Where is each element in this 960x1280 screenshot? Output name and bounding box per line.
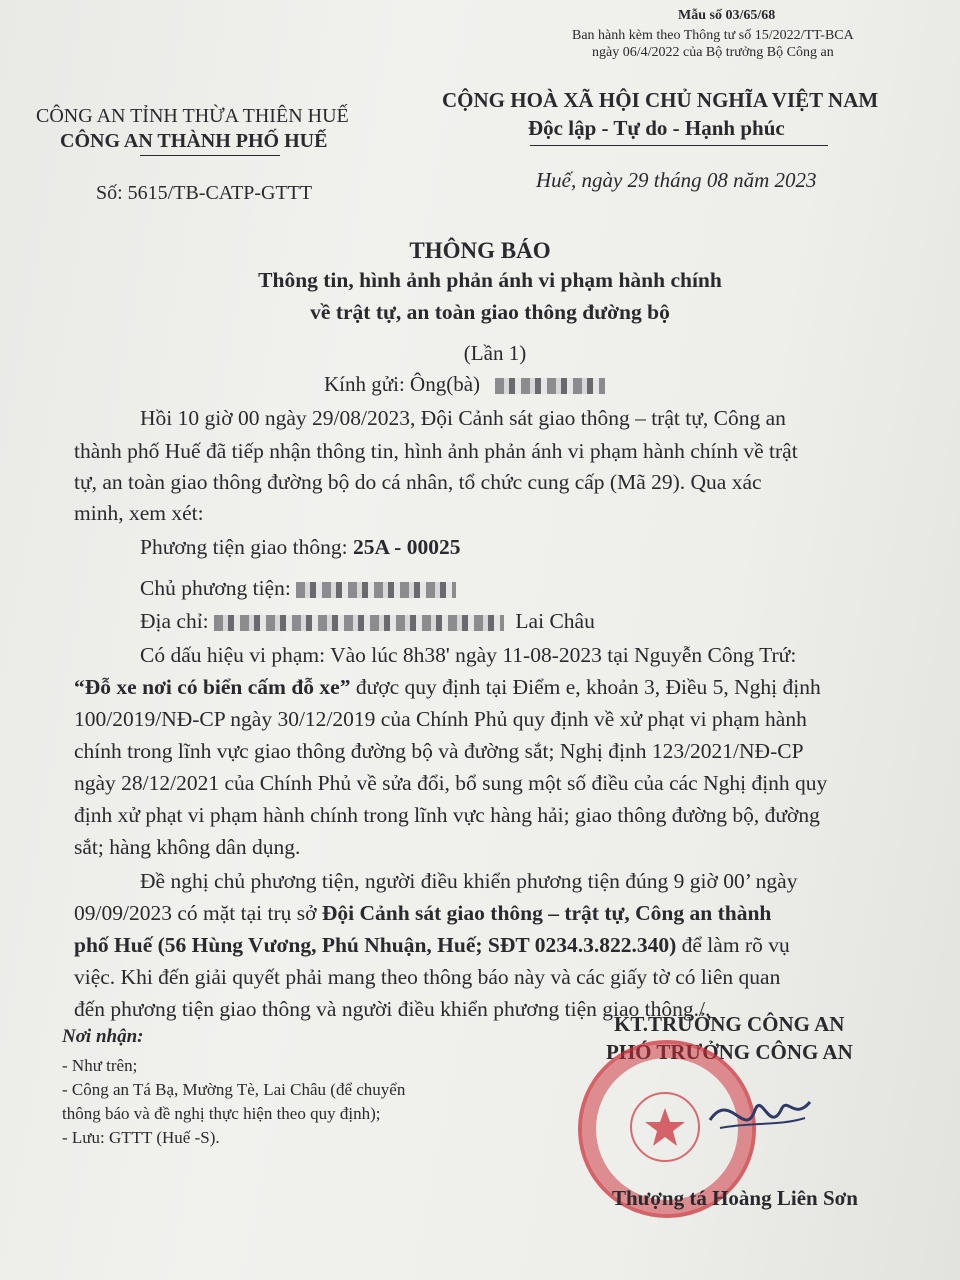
signature-for-line: KT.TRƯỞNG CÔNG AN: [614, 1012, 845, 1036]
recipient-item-3: - Lưu: GTTT (Huế -S).: [62, 1128, 220, 1147]
signer-name: Thượng tá Hoàng Liên Sơn: [612, 1186, 858, 1210]
document-subtitle-2: về trật tự, an toàn giao thông đường bộ: [310, 300, 670, 324]
recipient-item-2a: - Công an Tá Bạ, Mường Tè, Lai Châu (để chuyển: [62, 1080, 406, 1099]
intro-line-1: Hồi 10 giờ 00 ngày 29/08/2023, Đội Cảnh sát giao thông – trật tự, Công an: [140, 406, 786, 430]
redacted-recipient: [495, 378, 605, 394]
intro-line-3: tự, an toàn giao thông đường bộ do cá nhân, tổ chức cung cấp (Mã 29). Qua xác: [74, 470, 762, 494]
vehicle-line: [140, 532, 460, 563]
request-line-2: [74, 898, 771, 929]
signature-role: PHÓ TRƯỞNG CÔNG AN: [606, 1040, 853, 1064]
recipients-heading: Nơi nhận:: [62, 1026, 144, 1047]
owner-label: Chủ phương tiện:: [140, 576, 297, 600]
nation-motto: Độc lập - Tự do - Hạnh phúc: [528, 116, 785, 140]
address-province: Lai Châu: [515, 609, 595, 633]
intro-line-4: minh, xem xét:: [74, 501, 204, 525]
violation-line-4: chính trong lĩnh vực giao thông đường bộ và đường sắt; Nghị định 123/2021/NĐ-CP: [74, 739, 804, 763]
request-line-3: [74, 930, 790, 961]
request-line-2a: 09/09/2023 có mặt tại trụ sở: [74, 901, 322, 925]
request-line-3c: để làm rõ vụ: [676, 933, 790, 957]
issuer-unit: CÔNG AN THÀNH PHỐ HUẾ: [60, 130, 328, 152]
violation-line-3: 100/2019/NĐ-CP ngày 30/12/2019 của Chính Phủ quy định về xử phạt vi phạm hành: [74, 707, 807, 731]
license-plate: 25A - 00025: [352, 535, 461, 559]
violation-line-2-rest: được quy định tại Điểm e, khoản 3, Điều 5, Nghị định: [350, 675, 821, 699]
stamp-star-icon: [630, 1092, 700, 1162]
document-title: THÔNG BÁO: [409, 238, 551, 263]
intro-line-2: thành phố Huế đã tiếp nhận thông tin, hình ảnh phản ánh vi phạm hành chính về trật: [74, 439, 798, 463]
recipient-item-1: - Như trên;: [62, 1056, 138, 1075]
document-number: Số: 5615/TB-CATP-GTTT: [96, 182, 313, 204]
motto-underline: [530, 145, 828, 146]
violation-line-1: Có dấu hiệu vi phạm: Vào lúc 8h38' ngày 11-08-2023 tại Nguyễn Công Trứ:: [140, 643, 797, 667]
violation-line-6: định xử phạt vi phạm hành chính trong lĩnh vực hàng hải; giao thông đường bộ, đường: [74, 803, 820, 827]
redacted-address: [214, 615, 504, 631]
owner-line: [140, 573, 456, 604]
form-code: Mẫu số 03/65/68: [678, 8, 776, 23]
recipient-item-2b: thông báo và đề nghị thực hiện theo quy định);: [62, 1104, 381, 1123]
issuer-parent: CÔNG AN TỈNH THỪA THIÊN HUẾ: [36, 105, 349, 127]
place-date: Huế, ngày 29 tháng 08 năm 2023: [536, 168, 817, 192]
document-subtitle-1: Thông tin, hình ảnh phản ánh vi phạm hành chính: [258, 268, 722, 292]
signature-scribble: [700, 1080, 820, 1150]
request-line-4: việc. Khi đến giải quyết phải mang theo thông báo này và các giấy tờ có liên quan: [74, 965, 781, 989]
form-ref-line1: Ban hành kèm theo Thông tư số 15/2022/TT-BCA: [572, 28, 854, 43]
request-address: phố Huế (56 Hùng Vương, Phú Nhuận, Huế; SĐT 0234.3.822.340): [74, 933, 677, 957]
issuer-underline: [140, 155, 280, 156]
notice-round: (Lần 1): [463, 341, 527, 365]
nation-name: CỘNG HOÀ XÃ HỘI CHỦ NGHĨA VIỆT NAM: [442, 88, 879, 112]
redacted-owner: [296, 582, 456, 598]
vehicle-label: Phương tiện giao thông:: [140, 535, 353, 559]
form-ref-line2: ngày 06/4/2022 của Bộ trưởng Bộ Công an: [592, 45, 834, 60]
violation-line-7: sắt; hàng không dân dụng.: [74, 835, 301, 859]
address-line: [140, 606, 595, 637]
violation-offense: “Đỗ xe nơi có biển cấm đỗ xe”: [74, 675, 351, 699]
request-line-1: Đề nghị chủ phương tiện, người điều khiển phương tiện đúng 9 giờ 00’ ngày: [140, 869, 798, 893]
violation-line-2: [74, 672, 821, 703]
recipient-label: Kính gửi: Ông(bà): [324, 372, 481, 396]
violation-line-5: ngày 28/12/2021 của Chính Phủ về sửa đổi, bổ sung một số điều của các Nghị định quy: [74, 771, 828, 795]
request-line-5: đến phương tiện giao thông và người điều khiển phương tiện giao thông./.: [74, 997, 711, 1021]
address-label: Địa chỉ:: [140, 609, 215, 633]
recipient-line: [324, 372, 605, 397]
request-line-2b: Đội Cảnh sát giao thông – trật tự, Công an thành: [321, 901, 772, 925]
